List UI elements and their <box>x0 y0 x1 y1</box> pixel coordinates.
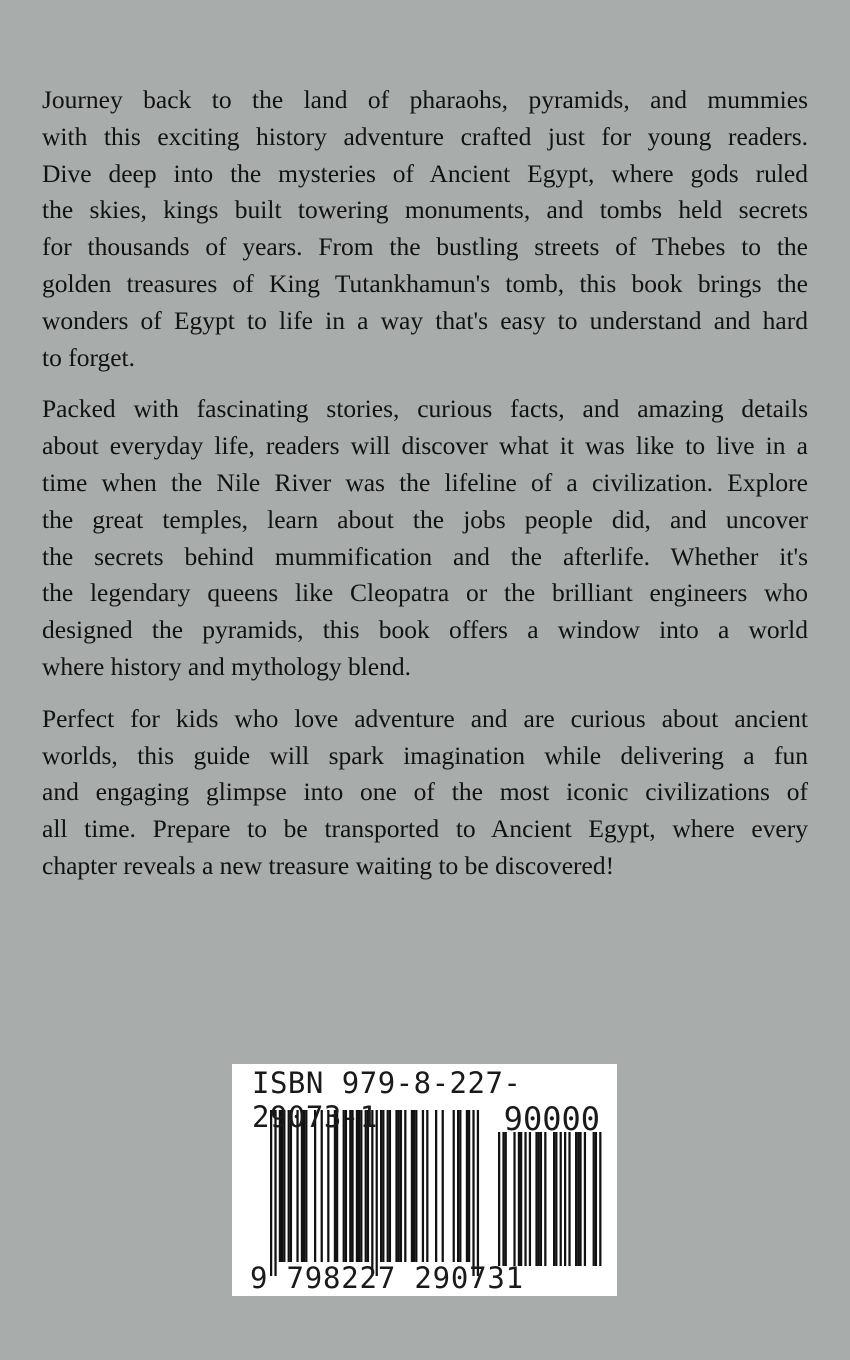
barcode-bar <box>575 1132 577 1266</box>
barcode-bar <box>520 1132 522 1266</box>
barcode-bar <box>371 1110 373 1276</box>
barcode-bar <box>595 1132 597 1266</box>
barcode-bar <box>584 1132 586 1266</box>
blurb-line: with this exciting history adventure crafted just for young readers. <box>42 121 808 151</box>
blurb-line: about everyday life, readers will discover what it was like to live in a <box>42 431 808 461</box>
blurb-line: worlds, this guide will spark imagination while delivering a fun <box>42 740 808 770</box>
blurb-line: where history and mythology blend. <box>42 651 411 681</box>
blurb-line: the secrets behind mummification and the afterlife. Whether it's <box>42 541 808 571</box>
blurb-line: designed the pyramids, this book offers a window into a world <box>42 615 808 645</box>
price-addon-number: 90000 <box>503 1100 600 1138</box>
barcode-bar <box>518 1132 520 1266</box>
blurb-line: time when the Nile River was the lifeline of a civilization. Explore <box>42 467 808 497</box>
barcode-bar <box>274 1110 276 1276</box>
barcode-bar <box>564 1132 566 1266</box>
barcode-bar <box>599 1132 601 1266</box>
barcode-bar <box>540 1132 542 1266</box>
barcode-bar <box>553 1132 555 1266</box>
barcode-bar <box>505 1132 507 1266</box>
barcode-bar <box>555 1132 557 1266</box>
barcode-bar <box>376 1110 378 1276</box>
blurb-line: for thousands of years. From the bustling streets of Thebes to the <box>42 232 808 262</box>
barcode-bar <box>535 1132 537 1266</box>
blurb-line: and engaging glimpse into one of the most iconic civilizations of <box>42 777 808 807</box>
blurb-line: chapter reveals a new treasure waiting to be discovered! <box>42 850 615 880</box>
barcode-bar <box>513 1132 515 1266</box>
barcode-bar <box>472 1110 474 1276</box>
barcode-bar <box>524 1132 526 1266</box>
blurb-line: all time. Prepare to be transported to Ancient Egypt, where every <box>42 814 808 844</box>
barcode-bar <box>498 1132 500 1266</box>
barcode-bar <box>270 1110 272 1276</box>
blurb-line: Perfect for kids who love adventure and are curious about ancient <box>42 703 808 733</box>
blurb-line: the skies, kings built towering monuments, and tombs held secrets <box>42 195 808 225</box>
blurb-line: Packed with fascinating stories, curious facts, and amazing details <box>42 394 808 424</box>
ean-number: 9 798227 290731 <box>250 1261 524 1295</box>
blurb-line: the great temples, learn about the jobs people did, and uncover <box>42 504 808 534</box>
blurb-paragraph <box>42 701 808 885</box>
barcode-bar <box>544 1132 546 1266</box>
blurb-paragraph <box>42 82 808 376</box>
isbn-barcode <box>232 1064 617 1296</box>
blurb-line: the legendary queens like Cleopatra or the brilliant engineers who <box>42 578 808 608</box>
barcode-bar <box>577 1132 579 1266</box>
blurb-paragraph <box>42 391 808 685</box>
blurb-line: Dive deep into the mysteries of Ancient Egypt, where gods ruled <box>42 158 808 188</box>
barcode-bar <box>560 1132 562 1266</box>
barcode-bar <box>477 1110 479 1276</box>
back-cover-blurb <box>42 82 808 900</box>
barcode-bar <box>593 1132 595 1266</box>
barcode-bar <box>502 1132 504 1266</box>
blurb-line: to forget. <box>42 342 136 372</box>
barcode-bar <box>568 1132 570 1266</box>
barcode-bar <box>538 1132 540 1266</box>
blurb-line: wonders of Egypt to life in a way that's easy to understand and hard <box>42 305 808 335</box>
blurb-line: Journey back to the land of pharaohs, pyramids, and mummies <box>42 85 808 114</box>
isbn-label: ISBN 979-8-227-29073-1 <box>252 1066 522 1134</box>
barcode-bar <box>529 1132 531 1266</box>
blurb-line: golden treasures of King Tutankhamun's tomb, this book brings the <box>42 268 808 298</box>
barcode-bar <box>579 1132 581 1266</box>
